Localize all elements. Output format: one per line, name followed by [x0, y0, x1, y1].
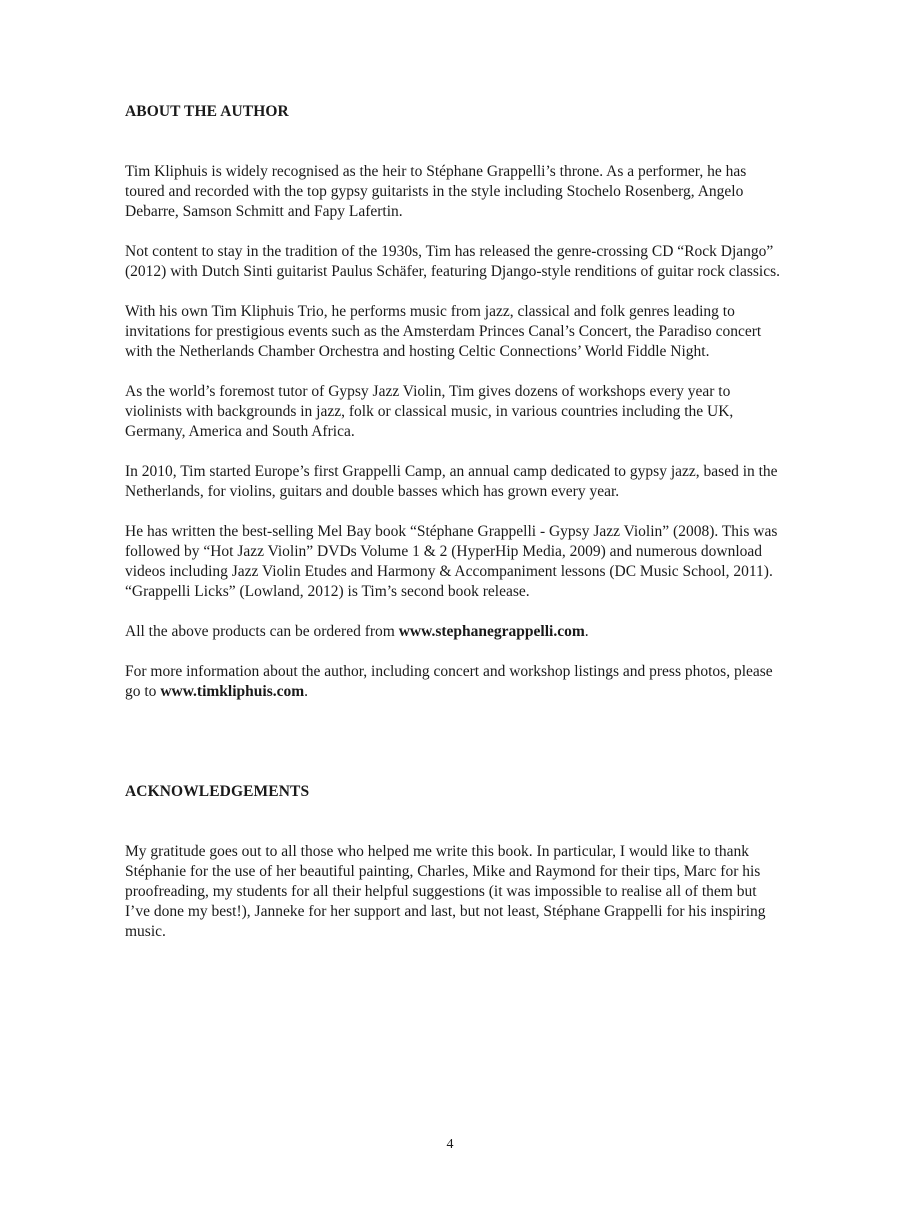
order-suffix: .	[584, 623, 589, 640]
about-paragraph: In 2010, Tim started Europe’s first Grappelli Camp, an annual camp dedicated to gypsy jazz, based in the Netherlands, for violins, guitars and double basses which has grown every year.	[125, 463, 778, 500]
info-paragraph	[125, 662, 785, 702]
order-prefix: All the above products can be ordered from	[125, 623, 399, 640]
page-content	[125, 102, 785, 942]
info-prefix: For more information about the author, including concert and workshop listings and press photos, please go to	[125, 663, 773, 700]
section-spacer	[125, 702, 785, 742]
info-suffix: .	[304, 683, 309, 700]
about-paragraph: With his own Tim Kliphuis Trio, he performs music from jazz, classical and folk genres leading to invitations for prestigious events such as the Amsterdam Princes Canal’s Concert, the Paradiso concert with the Netherlands Chamber Orchestra and hosting Celtic Connections’ World Fiddle Night.	[125, 303, 762, 360]
order-paragraph	[125, 622, 785, 642]
page-number: 4	[446, 1137, 454, 1152]
timkliphuis-link[interactable]: www.timkliphuis.com	[160, 683, 305, 700]
acknowledgements-paragraph: My gratitude goes out to all those who helped me write this book. In particular, I would like to thank Stéphanie for the use of her beautiful painting, Charles, Mike and Raymond for their tips, Marc for his proofreading, my students for all their helpful suggestions (it was impossible to realise all of them but I’ve done my best!), Janneke for her support and last, but not least, Stéphane Grappelli for his inspiring music.	[125, 843, 766, 940]
about-paragraph: Tim Kliphuis is widely recognised as the heir to Stéphane Grappelli’s throne. As a performer, he has toured and recorded with the top gypsy guitarists in the style including Stochelo Rosenberg, Angelo Debarre, Samson Schmitt and Fapy Lafertin.	[125, 163, 747, 220]
about-paragraph: As the world’s foremost tutor of Gypsy Jazz Violin, Tim gives dozens of workshops every year to violinists with backgrounds in jazz, folk or classical music, in various countries including the UK, Germany, America and South Africa.	[125, 383, 734, 440]
about-paragraph: He has written the best-selling Mel Bay book “Stéphane Grappelli - Gypsy Jazz Violin” (2008). This was followed by “Hot Jazz Violin” DVDs Volume 1 & 2 (HyperHip Media, 2009) and numerous download videos including Jazz Violin Etudes and Harmony & Accompaniment lessons (DC Music School, 2011). “Grappelli Licks” (Lowland, 2012) is Tim’s second book release.	[125, 523, 778, 600]
about-paragraph: Not content to stay in the tradition of the 1930s, Tim has released the genre-crossing CD “Rock Django” (2012) with Dutch Sinti guitarist Paulus Schäfer, featuring Django-style renditions of guitar rock classics.	[125, 243, 780, 280]
about-heading: ABOUT THE AUTHOR	[125, 103, 289, 120]
acknowledgements-heading: ACKNOWLEDGEMENTS	[125, 783, 310, 800]
stephanegrappelli-link[interactable]: www.stephanegrappelli.com	[398, 623, 585, 640]
